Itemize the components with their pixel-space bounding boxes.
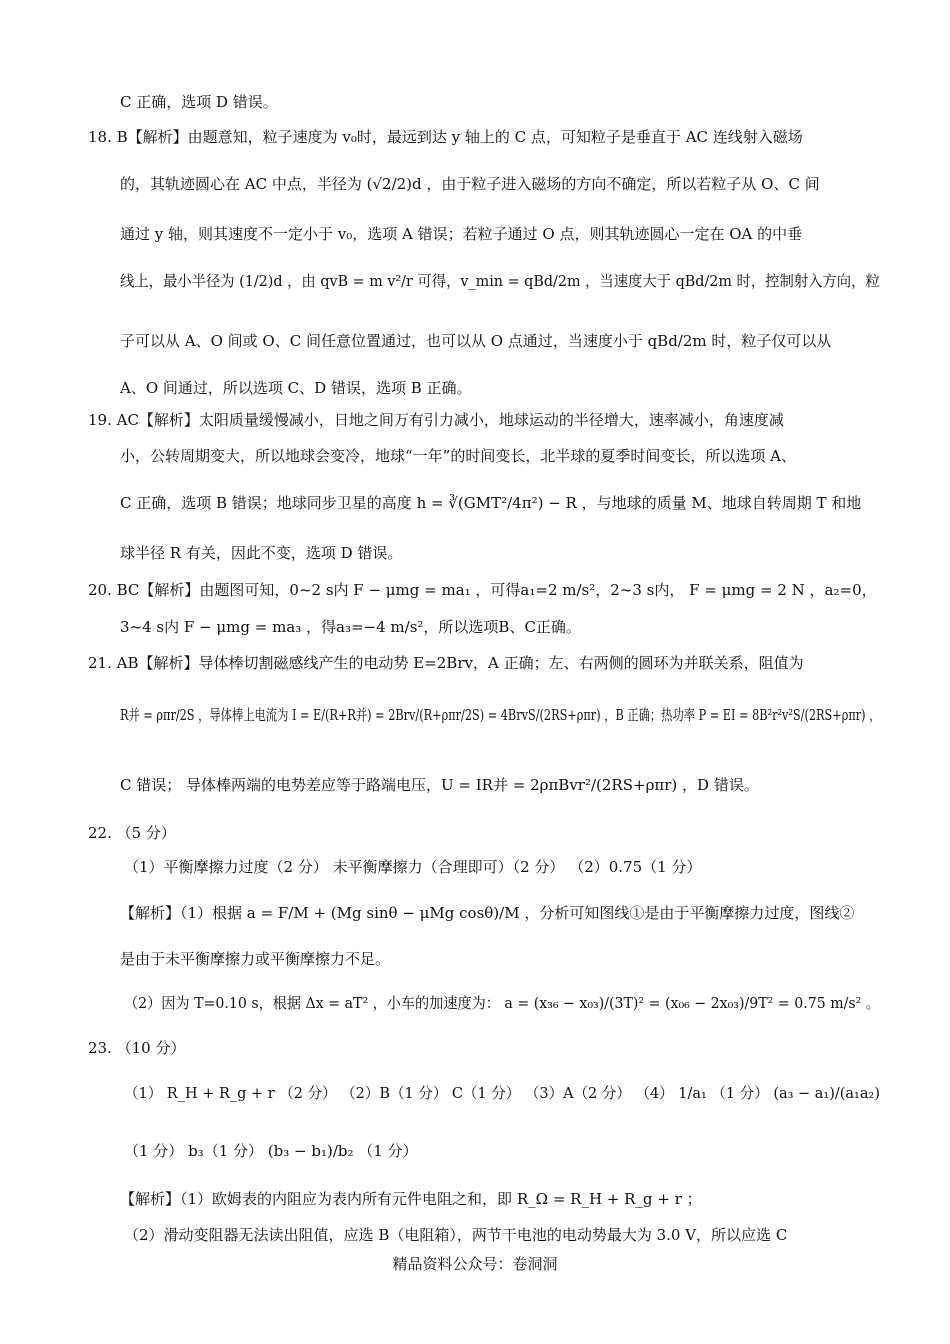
text-line: （2）滑动变阻器无法读出阻值，应选 B（电阻箱），两节干电池的电动势最大为 3.0 V，所以应选 C xyxy=(124,1226,788,1244)
text-line: 【解析】（1）欧姆表的内阻应为表内所有元件电阻之和，即 R_Ω = R_H + R_g + r ； xyxy=(120,1190,702,1208)
question-21-line: 21. AB【解析】导体棒切割磁感线产生的电动势 E=2Brv，A 正确；左、右两侧的圆环为并联关系，阻值为 xyxy=(88,654,804,672)
question-18-line: 18. B【解析】由题意知，粒子速度为 v₀时，最远到达 y 轴上的 C 点，可知粒子是垂直于 AC 连线射入磁场 xyxy=(88,128,803,146)
text-line: A、O 间通过，所以选项 C、D 错误，选项 B 正确。 xyxy=(120,379,472,397)
page-footer: 精品资料公众号：卷洞洞 xyxy=(392,1255,558,1273)
text-line: 小，公转周期变大，所以地球会变冷，地球“一年”的时间变长，北半球的夏季时间变长，所以选项 A、 xyxy=(120,447,796,465)
text-line: 子可以从 A、O 间或 O、C 间任意位置通过，也可以从 O 点通过，当速度小于 qBd/2m 时，粒子仅可以从 xyxy=(120,332,832,350)
question-22-line: 22. （5 分） xyxy=(88,824,176,842)
text-line: 球半径 R 有关，因此不变，选项 D 错误。 xyxy=(120,544,403,562)
answer-line: （1） R_H + R_g + r （2 分） （2）B（1 分） C（1 分） （3）A（2 分） （4） 1/a₁ （1 分） (a₃ − a₁)/(a₁a₂) xyxy=(124,1084,880,1102)
answer-line: （1 分） b₃（1 分） (b₃ − b₁)/b₂ （1 分） xyxy=(124,1142,418,1160)
question-19-line: 19. AC【解析】太阳质量缓慢减小，日地之间万有引力减小，地球运动的半径增大，速率减小，角速度减 xyxy=(88,411,784,429)
text-line: 是由于未平衡摩擦力或平衡摩擦力不足。 xyxy=(120,950,391,968)
text-line: 3~4 s内 F − μmg = ma₃ ，得a₃=−4 m/s²，所以选项B、C正确。 xyxy=(120,618,581,636)
question-20-line: 20. BC【解析】由题图可知，0~2 s内 F − μmg = ma₁ ，可得a₁=2 m/s²，2~3 s内， F = μmg = 2 N ，a₂=0， xyxy=(88,581,877,599)
text-line: 的，其轨迹圆心在 AC 中点，半径为 (√2/2)d ，由于粒子进入磁场的方向不确定，所以若粒子从 O、C 间 xyxy=(120,175,820,193)
text-line: （2）因为 T=0.10 s，根据 Δx = aT² ，小车的加速度为： a = (x₃₆ − x₀₃)/(3T)² = (x₀₆ − 2x₀₃)/9T² = 0.75 m/s² 。 xyxy=(124,994,880,1012)
answer-line: （1）平衡摩擦力过度（2 分） 未平衡摩擦力（合理即可）（2 分） （2）0.75（1 分） xyxy=(124,858,702,876)
text-line: 【解析】（1）根据 a = F/M + (Mg sinθ − μMg cosθ)/M ，分析可知图线①是由于平衡摩擦力过度，图线② xyxy=(120,904,855,922)
text-line: 线上，最小半径为 (1/2)d ，由 qvB = m v²/r 可得，v_min = qBd/2m ，当速度大于 qBd/2m 时，控制射入方向，粒 xyxy=(120,272,880,290)
text-line: C 正确，选项 B 错误；地球同步卫星的高度 h = ∛(GMT²/4π²) − R ，与地球的质量 M、地球自转周期 T 和地 xyxy=(120,494,862,512)
text-line: C 正确，选项 D 错误。 xyxy=(120,93,278,111)
question-23-line: 23. （10 分） xyxy=(88,1039,186,1057)
text-line: R并 = ρπr/2S ，导体棒上电流为 I = E/(R+R并) = 2Brv/(R+ρπr/2S) = 4BrvS/(2RS+ρπr) ，B 正确；热功率 P = EI = 8B²r²v²S/(2RS+ρπr) ， xyxy=(120,706,881,724)
text-line: 通过 y 轴，则其速度不一定小于 v₀，选项 A 错误；若粒子通过 O 点，则其轨迹圆心一定在 OA 的中垂 xyxy=(120,225,803,243)
text-line: C 错误； 导体棒两端的电势差应等于路端电压，U = IR并 = 2ρπBvr²/(2RS+ρπr) ，D 错误。 xyxy=(120,776,759,794)
